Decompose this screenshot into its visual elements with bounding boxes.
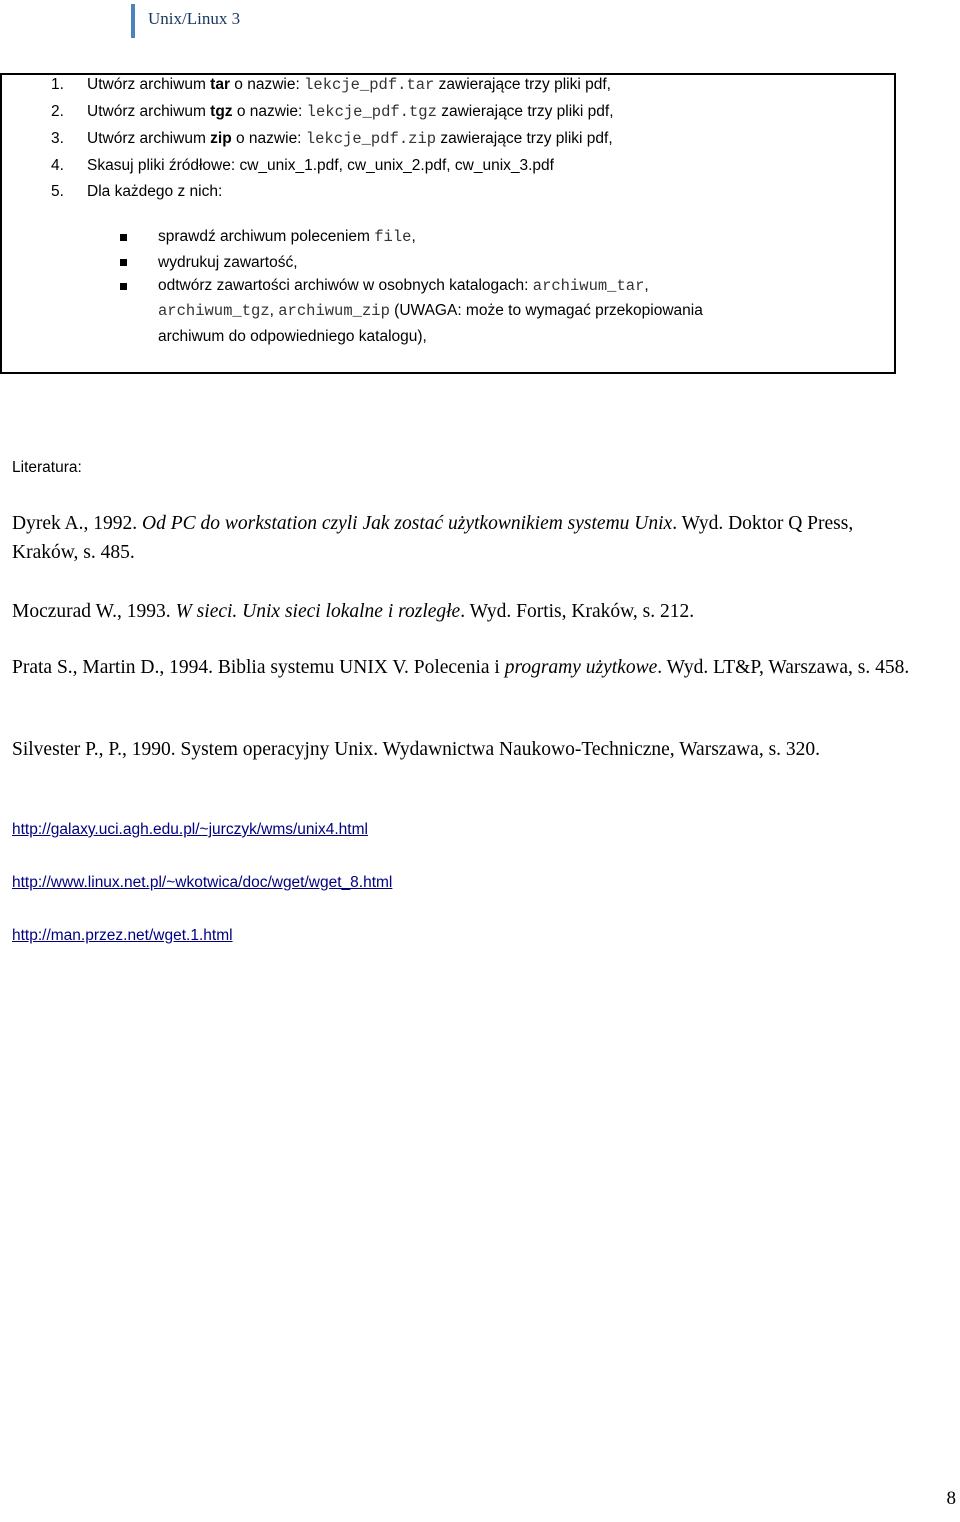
reference-title: programy użytkowe	[504, 657, 658, 678]
subtask-item	[158, 254, 298, 272]
subtask-directory: archiwum_tgz	[158, 302, 270, 320]
task-text: zawierające trzy pliki pdf,	[436, 130, 613, 147]
task-text: zawierające trzy pliki pdf,	[436, 103, 614, 120]
task-text: o nazwie:	[231, 130, 306, 147]
reference-link[interactable]: http://galaxy.uci.agh.edu.pl/~jurczyk/wms/unix4.html	[12, 821, 368, 838]
task-item	[51, 76, 611, 94]
task-text: Utwórz archiwum	[87, 103, 211, 120]
task-item	[51, 157, 554, 175]
task-archive-type: tgz	[210, 103, 233, 120]
task-extension: tgz	[409, 103, 437, 121]
subtask-continuation	[158, 302, 703, 320]
task-filename: lekcje_pdf.	[305, 130, 409, 148]
subtask-directory: archiwum_zip	[278, 302, 390, 320]
bullet-icon	[120, 259, 127, 266]
task-filename: lekcje_pdf.	[304, 76, 407, 94]
reference-link[interactable]: http://man.przez.net/wget.1.html	[12, 927, 233, 944]
reference-entry	[12, 735, 912, 764]
task-text: Utwórz archiwum	[87, 76, 211, 93]
subtask-text: (UWAGA: może to wymagać przekopiowania	[389, 302, 703, 319]
reference-entry	[12, 597, 912, 626]
reference-publisher: . Wyd. Fortis, Kraków, s. 212.	[460, 601, 695, 622]
task-text: o nazwie:	[230, 76, 305, 93]
subtask-directory: archiwum_tar	[532, 277, 645, 295]
task-item	[51, 183, 222, 201]
task-filename: lekcje_pdf.	[306, 103, 409, 121]
reference-publisher: . Wyd. Doktor Q Press, Kraków, s. 485.	[12, 513, 854, 563]
task-text: Utwórz archiwum	[87, 130, 211, 147]
reference-entry	[12, 653, 912, 682]
task-text: Skasuj pliki źródłowe: cw_unix_1.pdf, cw_unix_2.pdf, cw_unix_3.pdf	[87, 157, 554, 174]
bullet-icon	[120, 234, 127, 241]
task-extension: tar	[406, 76, 435, 94]
subtask-item	[158, 277, 649, 295]
subtask-text: ,	[644, 277, 649, 294]
task-number: 1.	[51, 76, 64, 93]
task-number: 3.	[51, 130, 64, 147]
reference-author: Dyrek A., 1992.	[12, 513, 142, 534]
page-number: 8	[946, 1488, 956, 1509]
subtask-text: ,	[411, 228, 416, 245]
task-number: 4.	[51, 157, 64, 174]
reference-author: Prata S., Martin D., 1994. Biblia systemu UNIX V. Polecenia i	[12, 657, 505, 678]
subtask-text: wydrukuj zawartość,	[158, 254, 298, 271]
task-item	[51, 130, 613, 148]
subtask-item	[158, 228, 416, 246]
reference-author: Moczurad W., 1993.	[12, 601, 176, 622]
task-text: o nazwie:	[232, 103, 307, 120]
task-text: zawierające trzy pliki pdf,	[434, 76, 611, 93]
task-number: 2.	[51, 103, 64, 120]
task-item	[51, 103, 614, 121]
reference-entry	[12, 509, 912, 567]
subtask-text: ,	[269, 302, 279, 319]
subtask-text: sprawdź archiwum poleceniem	[158, 228, 375, 245]
subtask-command: file	[374, 228, 412, 246]
subtask-text: odtwórz zawartości archiwów w osobnych katalogach:	[158, 277, 533, 294]
task-text: Dla każdego z nich:	[87, 183, 223, 200]
task-extension: zip	[408, 130, 437, 148]
literature-heading: Literatura:	[12, 459, 82, 476]
reference-publisher: . Wyd. LT&P, Warszawa, s. 458.	[657, 657, 910, 678]
exercise-box	[0, 73, 896, 374]
subtask-text: archiwum do odpowiedniego katalogu),	[158, 328, 427, 345]
task-number: 5.	[51, 183, 64, 200]
reference-author: Silvester P., P., 1990. System operacyjny Unix. Wydawnictwa Naukowo-Techniczne, Warszawa, s. 320.	[12, 739, 821, 760]
header-accent-bar	[131, 4, 135, 38]
page-header-title: Unix/Linux 3	[148, 9, 241, 28]
task-archive-type: tar	[210, 76, 230, 93]
bullet-icon	[120, 283, 127, 290]
reference-title: W sieci. Unix sieci lokalne i rozległe	[175, 601, 461, 622]
task-archive-type: zip	[210, 130, 232, 147]
reference-title: Od PC do workstation czyli Jak zostać użytkownikiem systemu Unix	[142, 513, 673, 534]
reference-link[interactable]: http://www.linux.net.pl/~wkotwica/doc/wget/wget_8.html	[12, 874, 393, 891]
subtask-continuation	[158, 328, 427, 346]
